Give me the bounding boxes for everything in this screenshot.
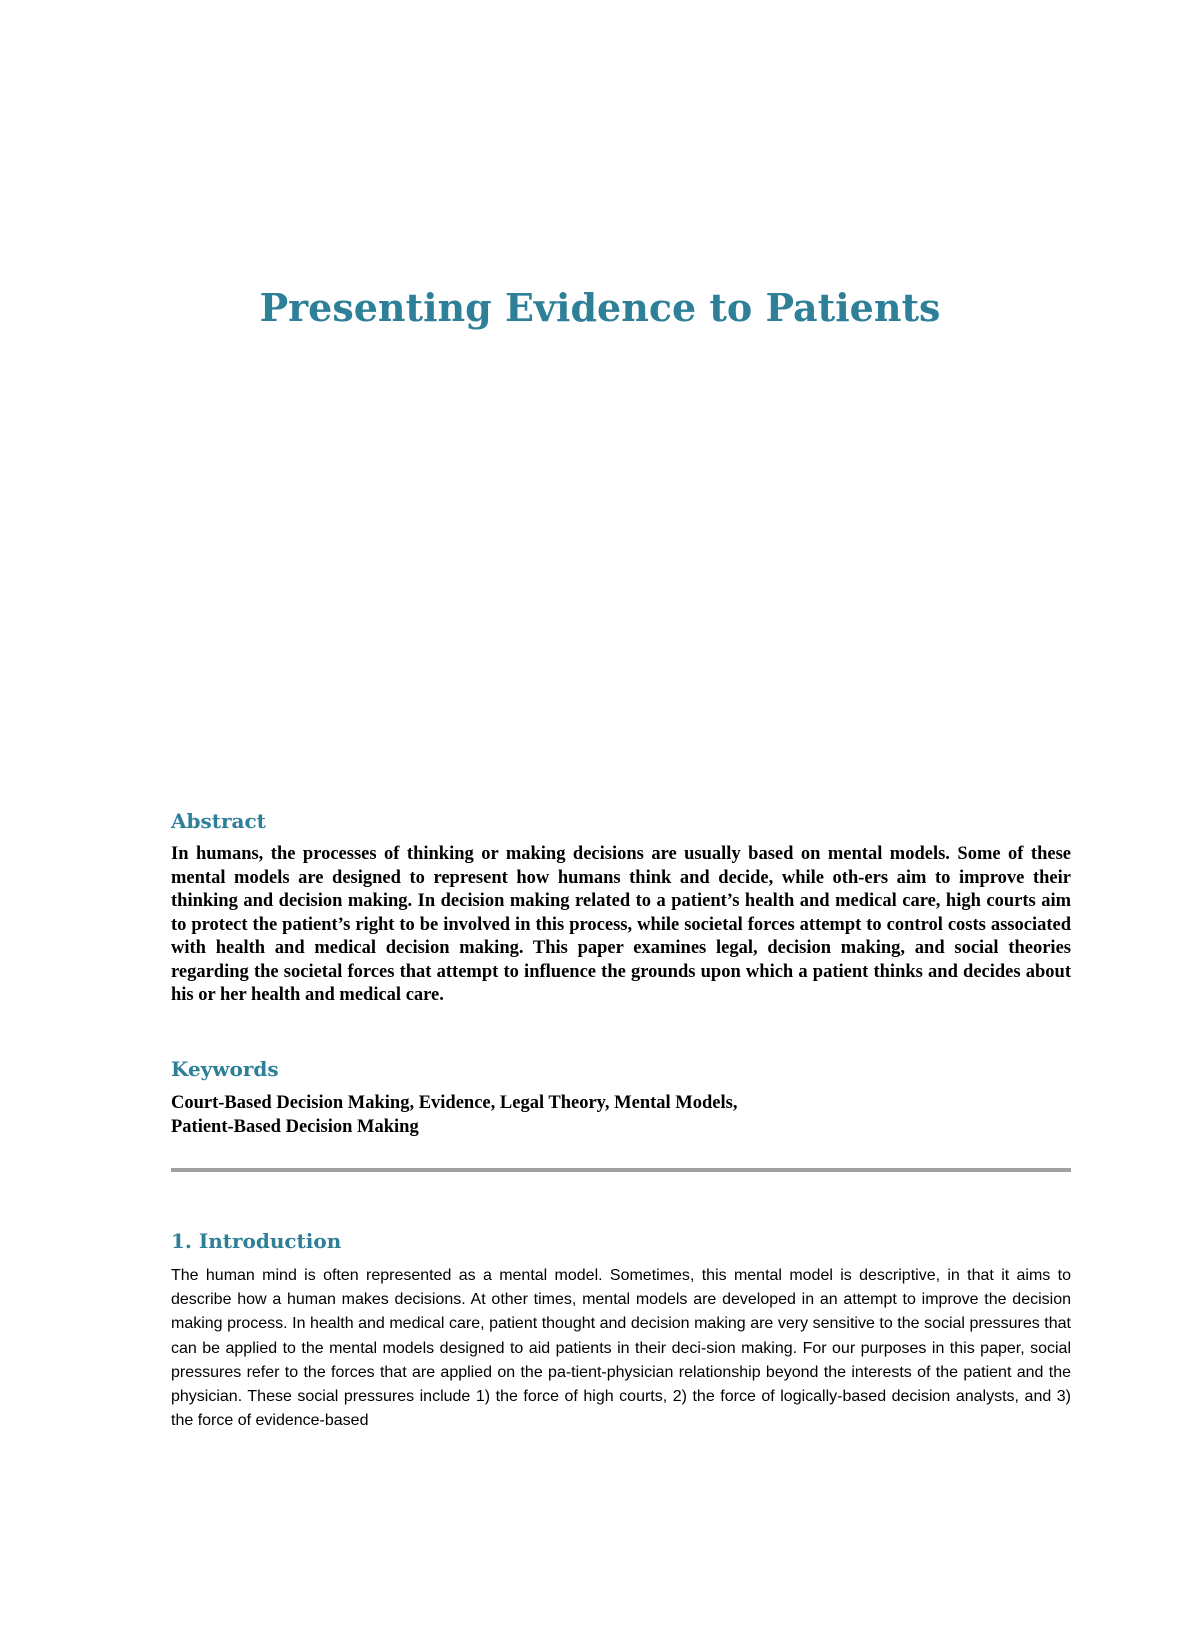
abstract-text: In humans, the processes of thinking or making decisions are usually based on mental models. Some of these mental models are designed to represent how humans think and decide, while oth-ers aim to improve their thinking and decision making. In decision making related to a patient’s health and medical care, high courts aim to protect the patient’s right to be involved in this process, while societal forces attempt to control costs associated with health and medical decision making. This paper examines legal, decision making, and social theories regarding the societal forces that attempt to influence the grounds upon which a patient thinks and decides about his or her health and medical care. xyxy=(171,844,1071,1005)
keywords-heading: Keywords xyxy=(171,1057,279,1081)
abstract-heading: Abstract xyxy=(171,809,266,833)
keywords-line-1: Court-Based Decision Making, Evidence, Legal Theory, Mental Models, xyxy=(171,1093,738,1113)
keywords-text xyxy=(171,1092,737,1139)
section-divider xyxy=(171,1168,1071,1172)
introduction-heading: 1. Introduction xyxy=(171,1229,342,1253)
keywords-line-2: Patient-Based Decision Making xyxy=(171,1116,419,1137)
paper-title: Presenting Evidence to Patients xyxy=(259,285,941,330)
introduction-text: The human mind is often represented as a mental model. Sometimes, this mental model is descriptive, in that it aims to describe how a human makes decisions. At other times, mental models are developed in an attempt to improve the decision making process. In health and medical care, patient thought and decision making are very sensitive to the social pressures that can be applied to the mental models designed to aid patients in their deci-sion making. For our purposes in this paper, social pressures refer to the forces that are applied on the pa-tient-physician relationship beyond the interests of the patient and the physician. These social pressures include 1) the force of high courts, 2) the force of logically-based decision analysts, and 3) the force of evidence-based xyxy=(171,1267,1071,1430)
